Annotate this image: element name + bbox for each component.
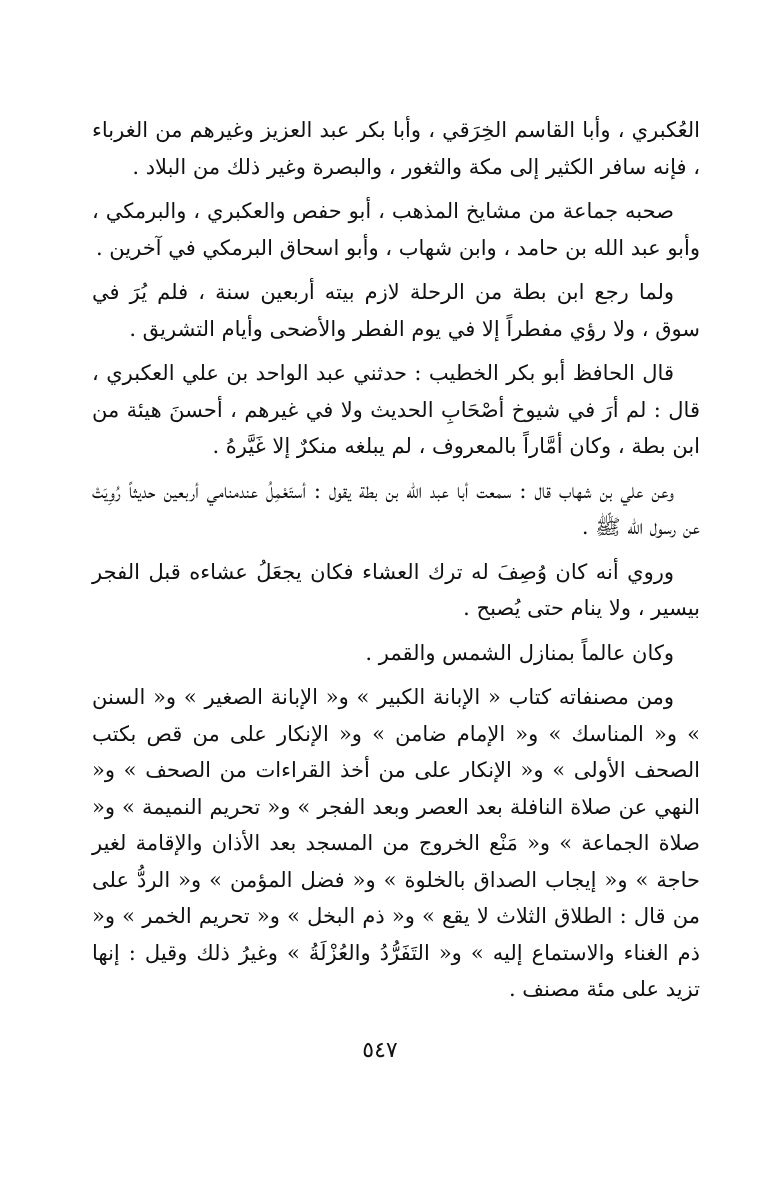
paragraph-5: وعن علي بن شهاب قال : سمعت أبا عبد الله بن بطة يقول : أستَعْمِلُ عندمنامي أربعين حديثاً رُوِيَتْ عن رسول الله ﷺ . bbox=[92, 478, 700, 539]
paragraph-2: صحبه جماعة من مشايخ المذهب ، أبو حفص والعكبري ، والبرمكي ، وأبو عبد الله بن حامد ، وابن شهاب ، وأبو اسحاق البرمكي في آخرين . bbox=[92, 199, 700, 260]
paragraph-8: ومن مصنفاته كتاب « الإبانة الكبير » و« الإبانة الصغير » و« السنن » و« المناسك » و« الإمام ضامن » و« الإنكار على من قص بكتب الصحف الأولى » و« الإنكار على من أخذ القراءات من الصحف » و« النهي عن صلاة النافلة بعد العصر وبعد الفجر » و« تحريم النميمة » و« صلاة الجماعة » و« مَنْع الخروج من المسجد بعد الأذان والإقامة لغير حاجة » و« إيجاب الصداق بالخلوة » و« فضل المؤمن » و« الردُّ على من قال : الطلاق الثلاث لا يقع » و« ذم البخل » و« تحريم الخمر » و« ذم الغناء والاستماع إليه » و« التَفَرُّدُ والعُزْلَةُ » وغيرُ ذلك وقيل : إنها تزيد على مئة مصنف . bbox=[92, 685, 700, 1001]
paragraph-6: وروي أنه كان وُصِفَ له ترك العشاء فكان يجعَلُ عشاءه قبل الفجر بيسير ، ولا ينام حتى يُصبح . bbox=[92, 559, 700, 620]
paragraph-1: العُكبري ، وأبا القاسم الخِرَقي ، وأبا بكر عبد العزيز وغيرهم من الغرباء ، فإنه سافر الكثير إلى مكة والثغور ، والبصرة وغير ذلك من البلاد . bbox=[92, 118, 700, 179]
paragraph-3: ولما رجع ابن بطة من الرحلة لازم بيته أربعين سنة ، فلم يُرَ في سوق ، ولا رؤي مفطراً إلا في يوم الفطر والأضحى وأيام التشريق . bbox=[92, 280, 700, 341]
paragraph-7: وكان عالماً بمنازل الشمس والقمر . bbox=[365, 640, 674, 665]
paragraph-4: قال الحافظ أبو بكر الخطيب : حدثني عبد الواحد بن علي العكبري ، قال : لم أرَ في شيوخ أصْحَابِ الحديث ولا في غيرهم ، أحسنَ هيئة من ابن بطة ، وكان أمَّاراً بالمعروف ، لم يبلغه منكرٌ إلا غَيَّرهُ . bbox=[92, 361, 700, 458]
body-text bbox=[92, 112, 700, 1016]
page-number: ٥٤٧ bbox=[362, 1038, 398, 1063]
